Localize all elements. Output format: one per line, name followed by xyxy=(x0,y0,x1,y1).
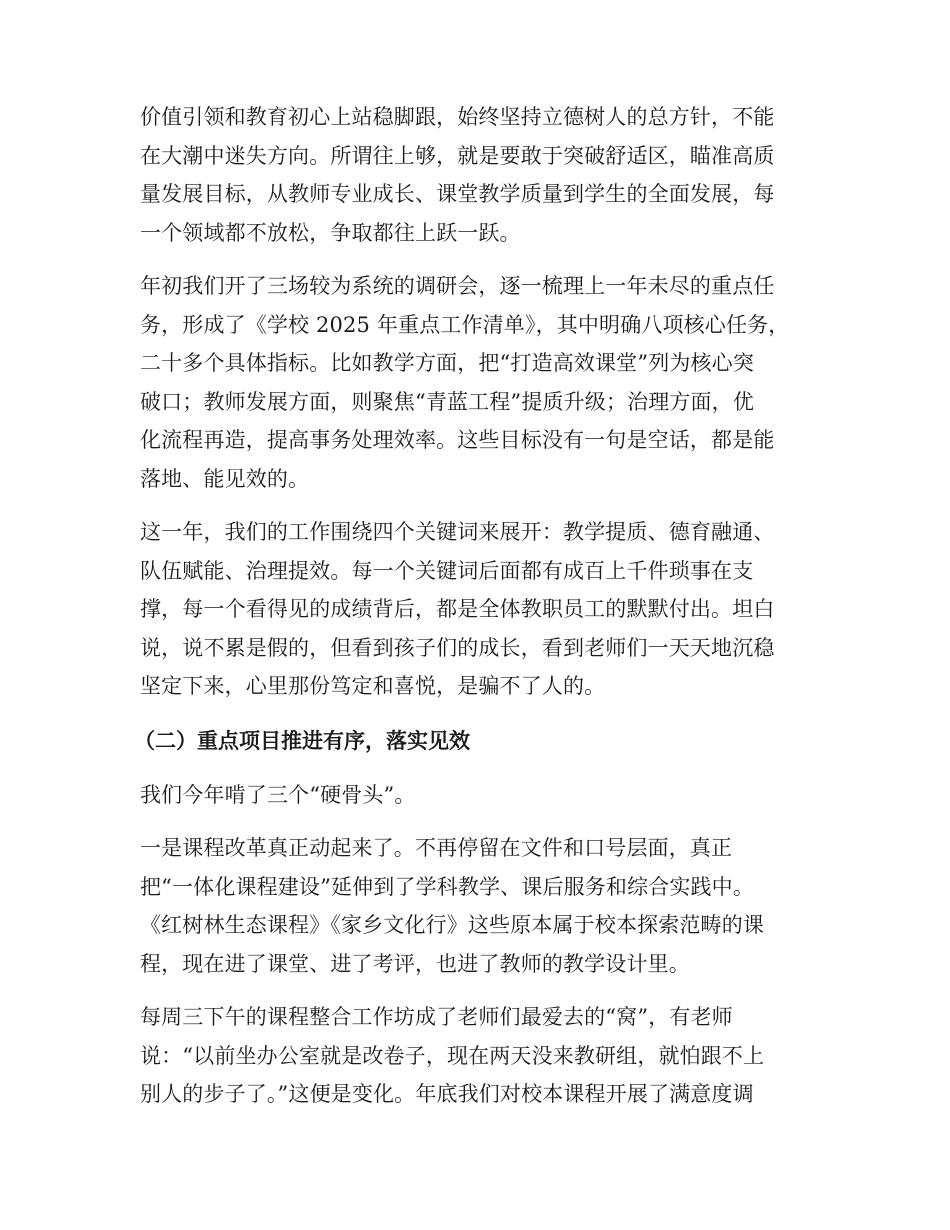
text-line: 别人的步子了。”这便是变化。年底我们对校本课程开展了满意度调 xyxy=(140,1082,754,1106)
paragraph-6 xyxy=(140,998,794,1114)
text-line: 把“一体化课程建设”延伸到了学科教学、课后服务和综合实践中。 xyxy=(140,874,754,899)
text-line: 务，形成了《学校 2025 年重点工作清单》，其中明确八项核心任务， xyxy=(140,312,790,337)
text-line: 这一年，我们的工作围绕四个关键词来展开：教学提质、德育融通、 xyxy=(140,520,775,544)
text-line: 化流程再造，提高事务处理效率。这些目标没有一句是空话，都是能 xyxy=(140,428,775,452)
text-line: 落地、能见效的。 xyxy=(140,466,310,491)
text-line: 《红树林生态课程》《家乡文化行》这些原本属于校本探索范畴的课 xyxy=(140,913,764,937)
section-heading: （二）重点项目推进有序，落实见效 xyxy=(134,728,470,753)
text-line: 价值引领和教育初心上站稳脚跟，始终坚持立德树人的总方针，不能 xyxy=(140,105,775,129)
text-line: 说：“以前坐办公室就是改卷子，现在两天没来教研组，就怕跟不上 xyxy=(140,1043,765,1068)
paragraph-3 xyxy=(140,513,794,706)
text-line: 二十多个具体指标。比如教学方面，把“打造高效课堂”列为核心突 xyxy=(140,351,754,375)
text-line: 我们今年啃了三个“硬骨头”。 xyxy=(140,782,416,807)
text-line: 程，现在进了课堂、进了考评，也进了教师的教学设计里。 xyxy=(140,951,690,976)
paragraph-1 xyxy=(140,98,794,252)
text-line: 坚定下来，心里那份笃定和喜悦，是骗不了人的。 xyxy=(140,674,606,698)
paragraph-4 xyxy=(140,776,794,815)
text-line: 年初我们开了三场较为系统的调研会，逐一梳理上一年未尽的重点任 xyxy=(140,274,775,298)
text-line: 说，说不累是假的，但看到孩子们的成长，看到老师们一天天地沉稳 xyxy=(140,635,775,660)
paragraph-5 xyxy=(140,829,794,983)
text-line: 队伍赋能、治理提效。每一个关键词后面都有成百上千件琐事在支 xyxy=(140,558,754,583)
text-line: 撑，每一个看得见的成绩背后，都是全体教职员工的默默付出。坦白 xyxy=(140,597,775,621)
text-line: 量发展目标，从教师专业成长、课堂教学质量到学生的全面发展，每 xyxy=(140,182,775,206)
paragraph-2 xyxy=(140,267,794,498)
text-line: 在大潮中迷失方向。所谓往上够，就是要敢于突破舒适区，瞄准高质 xyxy=(140,143,775,168)
text-line: 每周三下午的课程整合工作坊成了老师们最爱去的“窝”，有老师 xyxy=(140,1005,733,1029)
text-line: 破口；教师发展方面，则聚焦“青蓝工程”提质升级；治理方面，优 xyxy=(140,389,754,414)
text-line: 一是课程改革真正动起来了。不再停留在文件和口号层面，真正 xyxy=(140,836,733,860)
text-line: 一个领域都不放松，争取都往上跃一跃。 xyxy=(140,220,521,245)
